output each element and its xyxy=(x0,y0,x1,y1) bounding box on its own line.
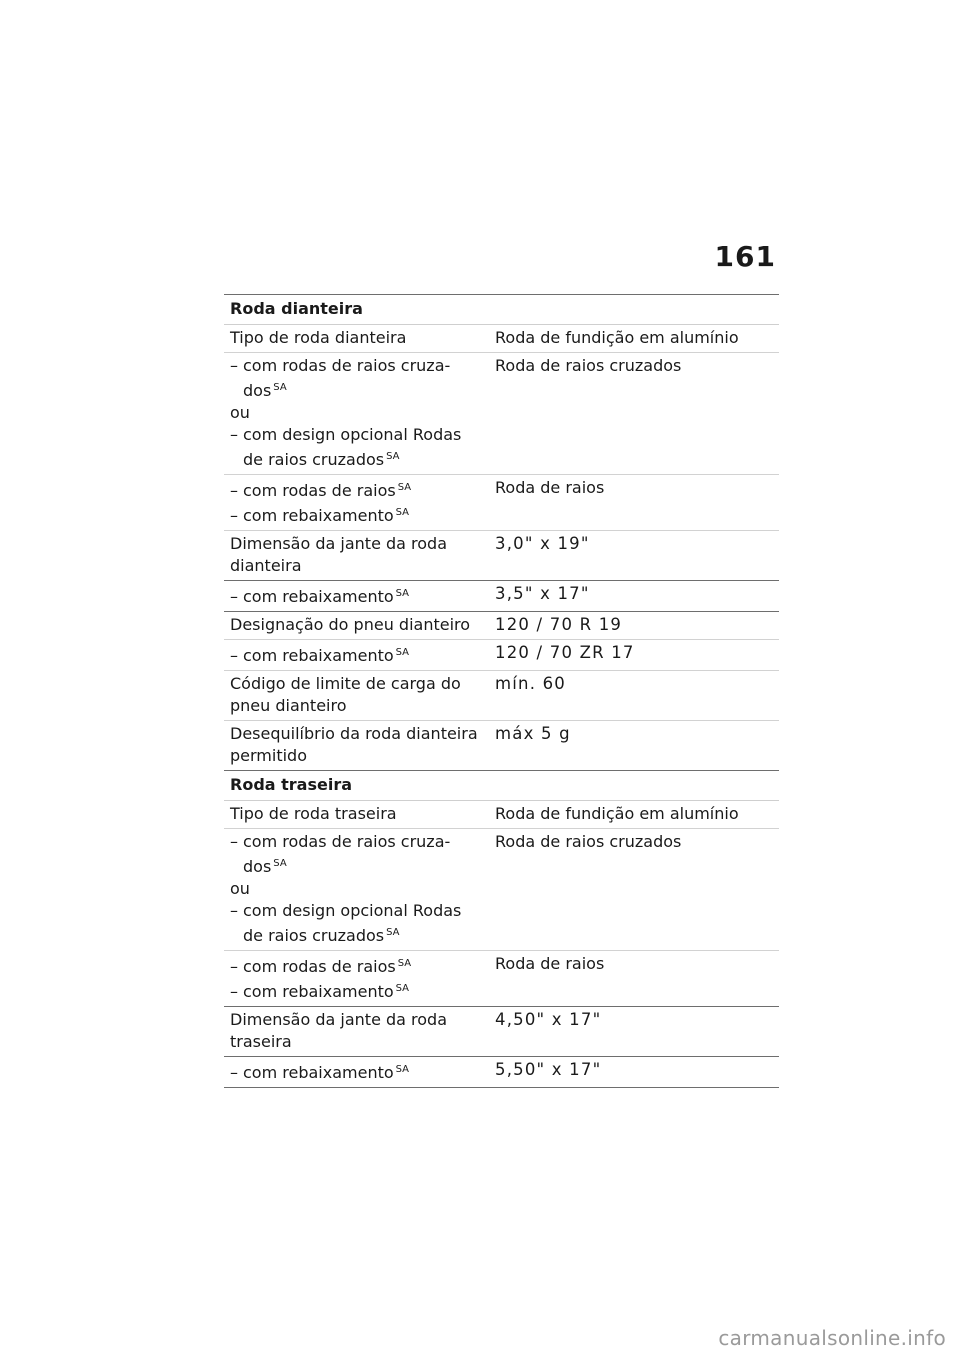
wheel-spec-table xyxy=(224,294,779,1088)
row-value: máx 5 g xyxy=(495,724,571,743)
row-value: 5,50" x 17" xyxy=(495,1060,602,1079)
row-value: 3,5" x 17" xyxy=(495,584,590,603)
table-row xyxy=(224,721,779,771)
row-value: 3,0" x 19" xyxy=(495,534,590,553)
page-number: 161 xyxy=(714,240,776,273)
sa-mark: SA xyxy=(395,1064,410,1075)
sa-mark: SA xyxy=(397,958,412,969)
row-label xyxy=(224,640,487,670)
table-row xyxy=(224,325,779,353)
option-text: com rodas de raios cruza-dos xyxy=(243,356,451,400)
table-row xyxy=(224,475,779,531)
table-row xyxy=(224,801,779,829)
section-title-rear-wheel: Roda traseira xyxy=(224,771,779,801)
option-line xyxy=(230,477,481,502)
option-text: com rebaixamento xyxy=(243,1063,394,1082)
row-value: 4,50" x 17" xyxy=(495,1010,602,1029)
table-row xyxy=(224,612,779,640)
row-label xyxy=(224,1057,487,1087)
sa-mark: SA xyxy=(395,588,410,599)
option-text: com design opcional Rodas de raios cruzados xyxy=(243,901,462,945)
sa-mark: SA xyxy=(273,382,287,393)
row-value: Roda de fundição em alumínio xyxy=(495,328,739,347)
option-line xyxy=(230,642,481,667)
option-line xyxy=(230,831,481,878)
row-label xyxy=(224,353,487,474)
option-line xyxy=(230,900,481,947)
row-label: Tipo de roda traseira xyxy=(230,804,397,823)
option-text: com rebaixamento xyxy=(243,646,394,665)
row-label: Tipo de roda dianteira xyxy=(230,328,407,347)
row-label xyxy=(224,475,487,530)
option-line xyxy=(230,424,481,471)
row-label: Dimensão da jante da roda dianteira xyxy=(230,534,448,575)
table-row xyxy=(224,1057,779,1088)
sa-mark: SA xyxy=(395,983,410,994)
option-text: com rodas de raios xyxy=(243,957,396,976)
sa-mark: SA xyxy=(395,647,410,658)
row-value: Roda de raios xyxy=(495,478,605,497)
option-text: com design opcional Rodas de raios cruzados xyxy=(243,425,462,469)
table-row xyxy=(224,1007,779,1057)
row-value: Roda de raios cruzados xyxy=(495,832,682,851)
sa-mark: SA xyxy=(386,451,400,462)
option-text: com rodas de raios cruza-dos xyxy=(243,832,451,876)
table-row xyxy=(224,951,779,1007)
row-value: Roda de raios xyxy=(495,954,605,973)
row-value: mín. 60 xyxy=(495,674,567,693)
option-line xyxy=(230,355,481,402)
watermark-text: carmanualsonline.info xyxy=(718,1326,946,1350)
option-text: com rebaixamento xyxy=(243,506,394,525)
row-value: Roda de raios cruzados xyxy=(495,356,682,375)
sa-mark: SA xyxy=(273,858,287,869)
row-label: Código de limite de carga do pneu dianteiro xyxy=(230,674,461,715)
row-label: Desequilíbrio da roda dianteira permitido xyxy=(230,724,478,765)
option-line xyxy=(230,502,481,527)
or-text: ou xyxy=(230,879,250,898)
option-line xyxy=(230,953,481,978)
row-value: 120 / 70 ZR 17 xyxy=(495,643,635,662)
section-title-front-wheel: Roda dianteira xyxy=(224,295,779,325)
sa-mark: SA xyxy=(397,482,412,493)
table-row xyxy=(224,829,779,951)
sa-mark: SA xyxy=(386,927,400,938)
option-line xyxy=(230,1059,481,1084)
row-label: Dimensão da jante da roda traseira xyxy=(230,1010,448,1051)
sa-mark: SA xyxy=(395,507,410,518)
table-row xyxy=(224,671,779,721)
table-row xyxy=(224,531,779,581)
option-text: com rebaixamento xyxy=(243,587,394,606)
table-row xyxy=(224,581,779,612)
row-value: 120 / 70 R 19 xyxy=(495,615,623,634)
option-line xyxy=(230,583,481,608)
table-row xyxy=(224,640,779,671)
table-row xyxy=(224,353,779,475)
row-label: Designação do pneu dianteiro xyxy=(230,615,471,634)
row-label xyxy=(224,581,487,611)
or-text: ou xyxy=(230,403,250,422)
option-text: com rebaixamento xyxy=(243,982,394,1001)
option-text: com rodas de raios xyxy=(243,481,396,500)
option-line xyxy=(230,978,481,1003)
row-label xyxy=(224,951,487,1006)
row-value: Roda de fundição em alumínio xyxy=(495,804,739,823)
row-label xyxy=(224,829,487,950)
